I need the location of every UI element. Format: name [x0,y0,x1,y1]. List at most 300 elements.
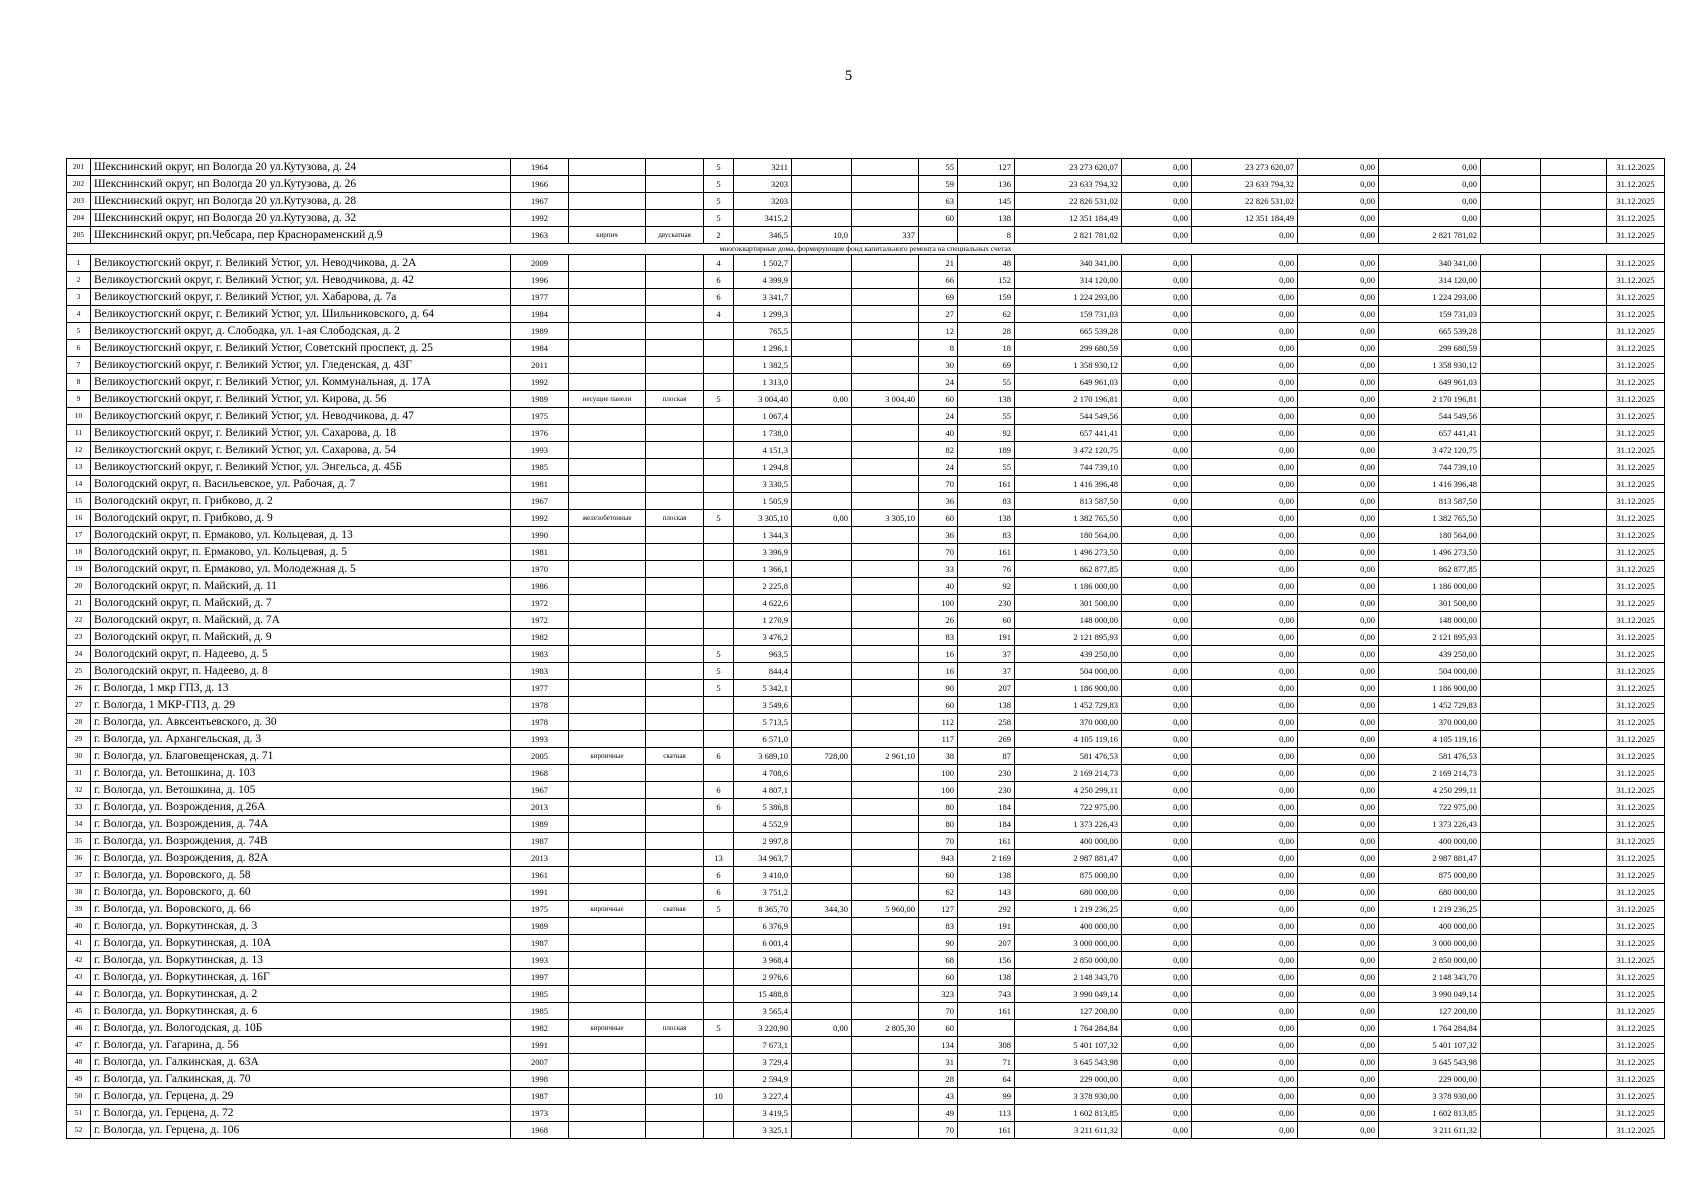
blank-col-cell [1481,731,1541,748]
build-year-cell: 1973 [511,1105,569,1122]
address-cell: Великоустюгский округ, г. Великий Устюг, ул. Шильниковского, д. 64 [91,306,511,323]
total-area-cell: 3 689,10 [734,748,792,765]
regional-funds-cell: 0,00 [1192,799,1298,816]
residents-cell: 2 169 [958,850,1015,867]
apartments-cell: 21 [919,255,958,272]
nonresidential-area-cell [792,289,852,306]
table-row [67,663,1665,680]
residential-area-cell [852,1088,919,1105]
residents-cell: 71 [958,1054,1015,1071]
table-row [67,748,1665,765]
local-funds-cell: 0,00 [1298,255,1379,272]
residents-cell: 230 [958,765,1015,782]
total-cost-cell: 127 200,00 [1015,1003,1122,1020]
owner-funds-cell: 1 373 226,43 [1379,816,1481,833]
nonresidential-area-cell [792,782,852,799]
build-year-cell: 1993 [511,952,569,969]
roof-type-cell [646,527,704,544]
apartments-cell: 16 [919,663,958,680]
regional-funds-cell: 0,00 [1192,816,1298,833]
nonresidential-area-cell [792,544,852,561]
address-cell: Вологодский округ, п. Надеево, д. 8 [91,663,511,680]
blank-col-cell [1481,255,1541,272]
blank-col2-cell [1541,952,1607,969]
roof-type-cell [646,833,704,850]
completion-date-cell: 31.12.2025 [1607,408,1665,425]
regional-funds-cell: 0,00 [1192,901,1298,918]
roof-type-cell [646,193,704,210]
wall-material-cell [569,561,646,578]
build-year-cell: 2013 [511,799,569,816]
residents-cell: 143 [958,884,1015,901]
completion-date-cell: 31.12.2025 [1607,833,1665,850]
address-cell: г. Вологда, ул. Воровского, д. 58 [91,867,511,884]
completion-date-cell: 31.12.2025 [1607,612,1665,629]
residents-cell: 161 [958,544,1015,561]
row-number-cell: 21 [67,595,91,612]
residential-area-cell [852,1054,919,1071]
residential-area-cell [852,1122,919,1139]
residential-area-cell: 5 960,00 [852,901,919,918]
blank-col-cell [1481,408,1541,425]
regional-funds-cell: 0,00 [1192,1037,1298,1054]
regional-funds-cell: 0,00 [1192,646,1298,663]
completion-date-cell: 31.12.2025 [1607,731,1665,748]
total-area-cell: 1 294,8 [734,459,792,476]
blank-col-cell [1481,799,1541,816]
regional-funds-cell: 0,00 [1192,561,1298,578]
table-row [67,323,1665,340]
roof-type-cell [646,272,704,289]
table-row [67,629,1665,646]
completion-date-cell: 31.12.2025 [1607,952,1665,969]
blank-col-cell [1481,544,1541,561]
blank-col2-cell [1541,289,1607,306]
apartments-cell: 24 [919,459,958,476]
local-funds-cell: 0,00 [1298,1088,1379,1105]
residents-cell: 87 [958,748,1015,765]
total-cost-cell: 400 000,00 [1015,918,1122,935]
apartments-cell: 59 [919,176,958,193]
roof-type-cell [646,425,704,442]
roof-type-cell [646,176,704,193]
local-funds-cell: 0,00 [1298,425,1379,442]
federal-funds-cell: 0,00 [1122,459,1192,476]
table-row [67,1105,1665,1122]
regional-funds-cell: 0,00 [1192,680,1298,697]
federal-funds-cell: 0,00 [1122,901,1192,918]
nonresidential-area-cell [792,272,852,289]
residential-area-cell [852,578,919,595]
regional-funds-cell: 0,00 [1192,289,1298,306]
residential-area-cell [852,629,919,646]
regional-funds-cell: 0,00 [1192,323,1298,340]
roof-type-cell [646,1122,704,1139]
row-number-cell: 202 [67,176,91,193]
build-year-cell: 1992 [511,210,569,227]
table-row [67,782,1665,799]
blank-col2-cell [1541,340,1607,357]
build-year-cell: 1982 [511,1020,569,1037]
nonresidential-area-cell: 0,00 [792,391,852,408]
residential-area-cell [852,476,919,493]
blank-col-cell [1481,210,1541,227]
blank-col2-cell [1541,272,1607,289]
nonresidential-area-cell [792,714,852,731]
local-funds-cell: 0,00 [1298,323,1379,340]
row-number-cell: 40 [67,918,91,935]
residential-area-cell [852,680,919,697]
blank-col-cell [1481,176,1541,193]
wall-material-cell [569,850,646,867]
total-cost-cell: 5 401 107,32 [1015,1037,1122,1054]
roof-type-cell [646,1105,704,1122]
table-row [67,1037,1665,1054]
row-number-cell: 18 [67,544,91,561]
wall-material-cell [569,629,646,646]
nonresidential-area-cell [792,969,852,986]
residential-area-cell [852,833,919,850]
wall-material-cell [569,765,646,782]
residents-cell: 191 [958,918,1015,935]
row-number-cell: 45 [67,1003,91,1020]
wall-material-cell [569,663,646,680]
floors-cell [704,1054,734,1071]
residential-area-cell [852,595,919,612]
local-funds-cell: 0,00 [1298,459,1379,476]
local-funds-cell: 0,00 [1298,493,1379,510]
blank-col-cell [1481,952,1541,969]
total-cost-cell: 1 496 273,50 [1015,544,1122,561]
table-row [67,1122,1665,1139]
residential-area-cell [852,323,919,340]
residents-cell: 152 [958,272,1015,289]
total-area-cell: 1 067,4 [734,408,792,425]
owner-funds-cell: 1 358 930,12 [1379,357,1481,374]
blank-col2-cell [1541,816,1607,833]
federal-funds-cell: 0,00 [1122,1088,1192,1105]
owner-funds-cell: 722 975,00 [1379,799,1481,816]
wall-material-cell [569,646,646,663]
wall-material-cell [569,935,646,952]
residential-area-cell [852,986,919,1003]
table-row [67,289,1665,306]
total-area-cell: 1 502,7 [734,255,792,272]
address-cell: Великоустюгский округ, г. Великий Устюг, ул. Кирова, д. 56 [91,391,511,408]
wall-material-cell [569,816,646,833]
regional-funds-cell: 0,00 [1192,425,1298,442]
completion-date-cell: 31.12.2025 [1607,1003,1665,1020]
completion-date-cell: 31.12.2025 [1607,1122,1665,1139]
row-number-cell: 28 [67,714,91,731]
residents-cell: 8 [958,227,1015,244]
build-year-cell: 1992 [511,374,569,391]
wall-material-cell [569,193,646,210]
blank-col-cell [1481,748,1541,765]
blank-col2-cell [1541,680,1607,697]
wall-material-cell [569,986,646,1003]
residents-cell: 269 [958,731,1015,748]
owner-funds-cell: 370 000,00 [1379,714,1481,731]
address-cell: г. Вологда, ул. Воркутинская, д. 2 [91,986,511,1003]
blank-col-cell [1481,442,1541,459]
wall-material-cell [569,799,646,816]
local-funds-cell: 0,00 [1298,731,1379,748]
roof-type-cell [646,1054,704,1071]
completion-date-cell: 31.12.2025 [1607,561,1665,578]
federal-funds-cell: 0,00 [1122,986,1192,1003]
total-area-cell: 1 299,3 [734,306,792,323]
housing-repair-table [66,158,1665,1139]
regional-funds-cell: 0,00 [1192,714,1298,731]
residential-area-cell [852,1105,919,1122]
completion-date-cell: 31.12.2025 [1607,323,1665,340]
blank-col-cell [1481,510,1541,527]
residential-area-cell [852,340,919,357]
blank-col2-cell [1541,255,1607,272]
blank-col-cell [1481,833,1541,850]
build-year-cell: 1967 [511,493,569,510]
completion-date-cell: 31.12.2025 [1607,227,1665,244]
federal-funds-cell: 0,00 [1122,782,1192,799]
floors-cell [704,442,734,459]
federal-funds-cell: 0,00 [1122,323,1192,340]
nonresidential-area-cell [792,663,852,680]
address-cell: г. Вологда, ул. Гагарина, д. 56 [91,1037,511,1054]
federal-funds-cell: 0,00 [1122,578,1192,595]
total-cost-cell: 2 170 196,81 [1015,391,1122,408]
build-year-cell: 1992 [511,510,569,527]
regional-funds-cell: 0,00 [1192,578,1298,595]
row-number-cell: 6 [67,340,91,357]
table-row [67,193,1665,210]
row-number-cell: 7 [67,357,91,374]
table-row [67,646,1665,663]
residents-cell: 258 [958,714,1015,731]
row-number-cell: 46 [67,1020,91,1037]
total-area-cell: 4 807,1 [734,782,792,799]
regional-funds-cell: 0,00 [1192,595,1298,612]
federal-funds-cell: 0,00 [1122,765,1192,782]
federal-funds-cell: 0,00 [1122,1071,1192,1088]
roof-type-cell [646,578,704,595]
completion-date-cell: 31.12.2025 [1607,193,1665,210]
wall-material-cell [569,340,646,357]
floors-cell [704,833,734,850]
owner-funds-cell: 0,00 [1379,159,1481,176]
residential-area-cell [852,646,919,663]
table-row [67,714,1665,731]
roof-type-cell [646,884,704,901]
federal-funds-cell: 0,00 [1122,612,1192,629]
local-funds-cell: 0,00 [1298,1105,1379,1122]
federal-funds-cell: 0,00 [1122,391,1192,408]
total-cost-cell: 2 987 881,47 [1015,850,1122,867]
address-cell: г. Вологда, ул. Герцена, д. 106 [91,1122,511,1139]
local-funds-cell: 0,00 [1298,748,1379,765]
floors-cell: 6 [704,799,734,816]
blank-col2-cell [1541,323,1607,340]
apartments-cell: 62 [919,884,958,901]
total-cost-cell: 862 877,85 [1015,561,1122,578]
roof-type-cell [646,680,704,697]
nonresidential-area-cell [792,952,852,969]
total-area-cell: 3 341,7 [734,289,792,306]
row-number-cell: 50 [67,1088,91,1105]
roof-type-cell [646,323,704,340]
roof-type-cell [646,210,704,227]
floors-cell [704,765,734,782]
residents-cell: 55 [958,374,1015,391]
apartments-cell: 70 [919,833,958,850]
roof-type-cell [646,765,704,782]
build-year-cell: 1998 [511,1071,569,1088]
owner-funds-cell: 3 378 930,00 [1379,1088,1481,1105]
table-row [67,884,1665,901]
residential-area-cell [852,867,919,884]
blank-col-cell [1481,391,1541,408]
blank-col-cell [1481,765,1541,782]
apartments-cell: 40 [919,578,958,595]
apartments-cell: 100 [919,765,958,782]
local-funds-cell: 0,00 [1298,159,1379,176]
apartments-cell: 70 [919,544,958,561]
total-cost-cell: 1 602 813,85 [1015,1105,1122,1122]
total-area-cell: 963,5 [734,646,792,663]
owner-funds-cell: 159 731,03 [1379,306,1481,323]
apartments-cell: 49 [919,1105,958,1122]
residents-cell: 99 [958,1088,1015,1105]
roof-type-cell [646,612,704,629]
address-cell: г. Вологда, ул. Воркутинская, д. 16Г [91,969,511,986]
blank-col-cell [1481,680,1541,697]
blank-col2-cell [1541,697,1607,714]
owner-funds-cell: 1 224 293,00 [1379,289,1481,306]
regional-funds-cell: 0,00 [1192,663,1298,680]
apartments-cell: 38 [919,748,958,765]
table-row [67,408,1665,425]
table-row [67,1054,1665,1071]
row-number-cell: 35 [67,833,91,850]
total-area-cell: 2 225,8 [734,578,792,595]
wall-material-cell [569,527,646,544]
blank-col-cell [1481,816,1541,833]
nonresidential-area-cell [792,1105,852,1122]
residential-area-cell [852,884,919,901]
wall-material-cell [569,952,646,969]
blank-col2-cell [1541,527,1607,544]
completion-date-cell: 31.12.2025 [1607,867,1665,884]
total-area-cell: 3415,2 [734,210,792,227]
build-year-cell: 1961 [511,867,569,884]
completion-date-cell: 31.12.2025 [1607,748,1665,765]
residents-cell: 161 [958,476,1015,493]
row-number-cell: 203 [67,193,91,210]
wall-material-cell [569,1105,646,1122]
apartments-cell [919,227,958,244]
federal-funds-cell: 0,00 [1122,159,1192,176]
local-funds-cell: 0,00 [1298,306,1379,323]
local-funds-cell: 0,00 [1298,1071,1379,1088]
federal-funds-cell: 0,00 [1122,425,1192,442]
address-cell: Вологодский округ, п. Грибково, д. 9 [91,510,511,527]
row-number-cell: 30 [67,748,91,765]
apartments-cell: 28 [919,1071,958,1088]
owner-funds-cell: 5 401 107,32 [1379,1037,1481,1054]
apartments-cell: 36 [919,527,958,544]
table-row [67,731,1665,748]
blank-col-cell [1481,714,1541,731]
row-number-cell: 4 [67,306,91,323]
apartments-cell: 127 [919,901,958,918]
blank-col-cell [1481,340,1541,357]
blank-col2-cell [1541,227,1607,244]
build-year-cell: 1972 [511,612,569,629]
nonresidential-area-cell [792,680,852,697]
residents-cell: 189 [958,442,1015,459]
regional-funds-cell: 23 633 794,32 [1192,176,1298,193]
regional-funds-cell: 0,00 [1192,731,1298,748]
regional-funds-cell: 0,00 [1192,374,1298,391]
completion-date-cell: 31.12.2025 [1607,714,1665,731]
federal-funds-cell: 0,00 [1122,255,1192,272]
regional-funds-cell: 0,00 [1192,442,1298,459]
total-area-cell: 3 330,5 [734,476,792,493]
owner-funds-cell: 1 219 236,25 [1379,901,1481,918]
residents-cell: 83 [958,527,1015,544]
residential-area-cell [852,1071,919,1088]
wall-material-cell [569,159,646,176]
wall-material-cell [569,476,646,493]
owner-funds-cell: 0,00 [1379,193,1481,210]
regional-funds-cell: 0,00 [1192,884,1298,901]
address-cell: г. Вологда, ул. Возрождения, д. 74А [91,816,511,833]
residential-area-cell [852,1037,919,1054]
roof-type-cell: скатная [646,901,704,918]
completion-date-cell: 31.12.2025 [1607,1088,1665,1105]
address-cell: Вологодский округ, п. Майский, д. 7 [91,595,511,612]
floors-cell: 5 [704,193,734,210]
floors-cell [704,408,734,425]
address-cell: г. Вологда, ул. Воркутинская, д. 13 [91,952,511,969]
blank-col-cell [1481,227,1541,244]
residential-area-cell [852,289,919,306]
total-cost-cell: 12 351 184,49 [1015,210,1122,227]
federal-funds-cell: 0,00 [1122,680,1192,697]
blank-col2-cell [1541,867,1607,884]
total-cost-cell: 3 378 930,00 [1015,1088,1122,1105]
regional-funds-cell: 0,00 [1192,459,1298,476]
floors-cell [704,340,734,357]
address-cell: Шекснинский округ, нп Вологда 20 ул.Кутузова, д. 32 [91,210,511,227]
completion-date-cell: 31.12.2025 [1607,850,1665,867]
local-funds-cell: 0,00 [1298,340,1379,357]
total-cost-cell: 1 382 765,50 [1015,510,1122,527]
total-cost-cell: 370 000,00 [1015,714,1122,731]
floors-cell: 4 [704,306,734,323]
regional-funds-cell: 0,00 [1192,1054,1298,1071]
completion-date-cell: 31.12.2025 [1607,391,1665,408]
address-cell: г. Вологда, ул. Герцена, д. 72 [91,1105,511,1122]
wall-material-cell [569,306,646,323]
federal-funds-cell: 0,00 [1122,799,1192,816]
nonresidential-area-cell [792,1071,852,1088]
address-cell: Шекснинский округ, рп.Чебсара, пер Краснораменский д.9 [91,227,511,244]
floors-cell: 6 [704,272,734,289]
floors-cell [704,1003,734,1020]
blank-col2-cell [1541,210,1607,227]
federal-funds-cell: 0,00 [1122,561,1192,578]
